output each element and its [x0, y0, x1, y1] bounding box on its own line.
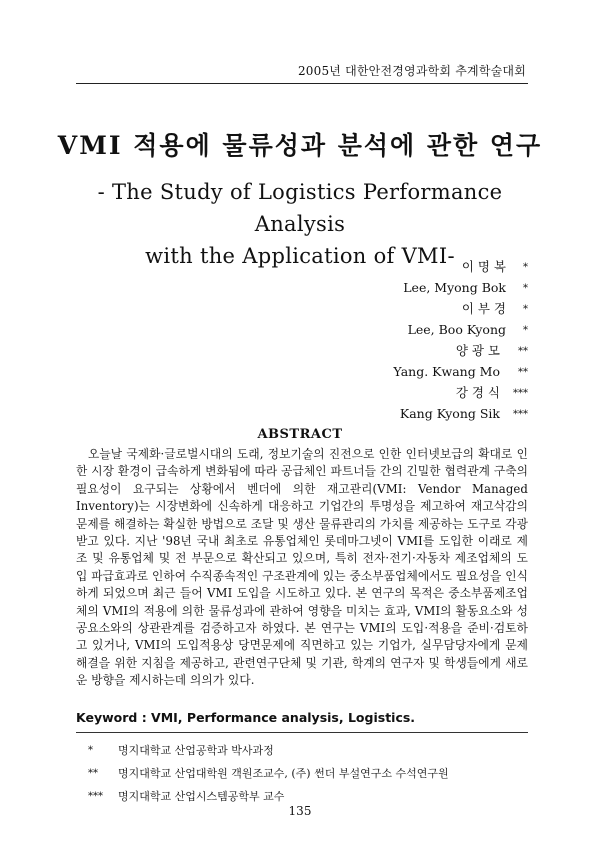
author-name: Kang Kyong Sik [399, 406, 500, 421]
author-name: 이 부 경 [461, 301, 506, 316]
author-line [228, 340, 528, 361]
author-name: Lee, Boo Kyong [407, 322, 506, 337]
author-line [228, 256, 528, 277]
page-number: 135 [288, 804, 312, 818]
author-name: 양 광 모 [455, 343, 500, 358]
author-affiliation-mark: *** [513, 388, 528, 399]
author-line [228, 403, 528, 424]
footnote-mark: *** [88, 791, 103, 802]
author-name: 이 명 복 [461, 259, 506, 274]
author-line [228, 319, 528, 340]
author-line [228, 382, 528, 403]
conference-header: 2005년 대한안전경영과학회 추계학술대회 [297, 64, 526, 78]
author-affiliation-mark: *** [513, 409, 528, 420]
footnote-mark: * [88, 745, 93, 756]
author-list [228, 256, 528, 424]
author-line [228, 277, 528, 298]
author-name: Lee, Myong Bok [403, 280, 506, 295]
title-english-line1: - The Study of Logistics Performance Analysis [97, 180, 503, 236]
footnote-list [88, 739, 518, 808]
footnote-mark: ** [88, 768, 98, 779]
title-korean: VMI 적용에 물류성과 분석에 관한 연구 [57, 131, 543, 160]
author-affiliation-mark: * [523, 325, 528, 336]
author-line [228, 361, 528, 382]
footnote-text: 명지대학교 산업대학원 객원조교수, (주) 썬더 부설연구소 수석연구원 [118, 767, 449, 780]
footnote-divider [76, 732, 528, 733]
header-divider [76, 83, 528, 84]
footnote [88, 739, 518, 762]
keywords: Keyword : VMI, Performance analysis, Logistics. [76, 710, 416, 725]
author-affiliation-mark: ** [518, 346, 528, 357]
author-affiliation-mark: * [523, 262, 528, 273]
author-affiliation-mark: * [523, 304, 528, 315]
footnote [88, 762, 518, 785]
author-line [228, 298, 528, 319]
footnote-text: 명지대학교 산업시스템공학부 교수 [118, 790, 285, 803]
abstract-body: 오늘날 국제화·글로벌시대의 도래, 정보기술의 진전으로 인한 인터넷보급의 확대로 인한 시장 환경이 급속하게 변화됨에 따라 공급체인 파트너들 간의 긴밀한 협력관계 구축의 필요성이 요구되는 상황에서 벤더에 의한 재고관리(VMI: Vendor Managed Inventory)는 시장변화에 신속하게 대응하고 기업간의 투명성을 제고하여 재고삭감의 문제를 해결하는 확실한 방법으로 조달 및 생산 물류관리의 가치를 제공하는 도구로 각광받고 있다. 지난 '98년 국내 최초로 유통업체인 롯데마그넷이 VMI를 도입한 이래로 제조 및 유통업체 및 전 부문으로 확산되고 있으며, 특히 전자·전기·자동차 제조업체의 도입 파급효과로 인하여 수직종속적인 구조관계에 있는 중소부품업체에서도 필요성을 인식하게 되었으며 최근 들어 VMI 도입을 시도하고 있다. 본 연구의 목적은 중소부품제조업체의 VMI의 적용에 의한 물류성과에 관하여 영향을 미치는 효과, VMI의 활동요소와 성공요소와의 상관관계를 검증하고자 하였다. 본 연구는 VMI의 도입·적용을 준비·검토하고 있거나, VMI의 도입적용상 당면문제에 직면하고 있는 기업가, 실무담당자에게 문제해결을 위한 지침을 제공하고, 관련연구단체 및 기관, 학계의 연구자 및 학생들에게 새로운 방향을 제시하는데 의의가 있다. [76, 447, 529, 688]
author-affiliation-mark: ** [518, 367, 528, 378]
author-name: Yang. Kwang Mo [393, 364, 500, 379]
author-name: 강 경 식 [455, 385, 500, 400]
author-affiliation-mark: * [523, 283, 528, 294]
footnote-text: 명지대학교 산업공학과 박사과정 [118, 744, 274, 757]
title-english-line2: with the Application of VMI- [145, 244, 455, 268]
abstract-heading: ABSTRACT [257, 427, 343, 442]
